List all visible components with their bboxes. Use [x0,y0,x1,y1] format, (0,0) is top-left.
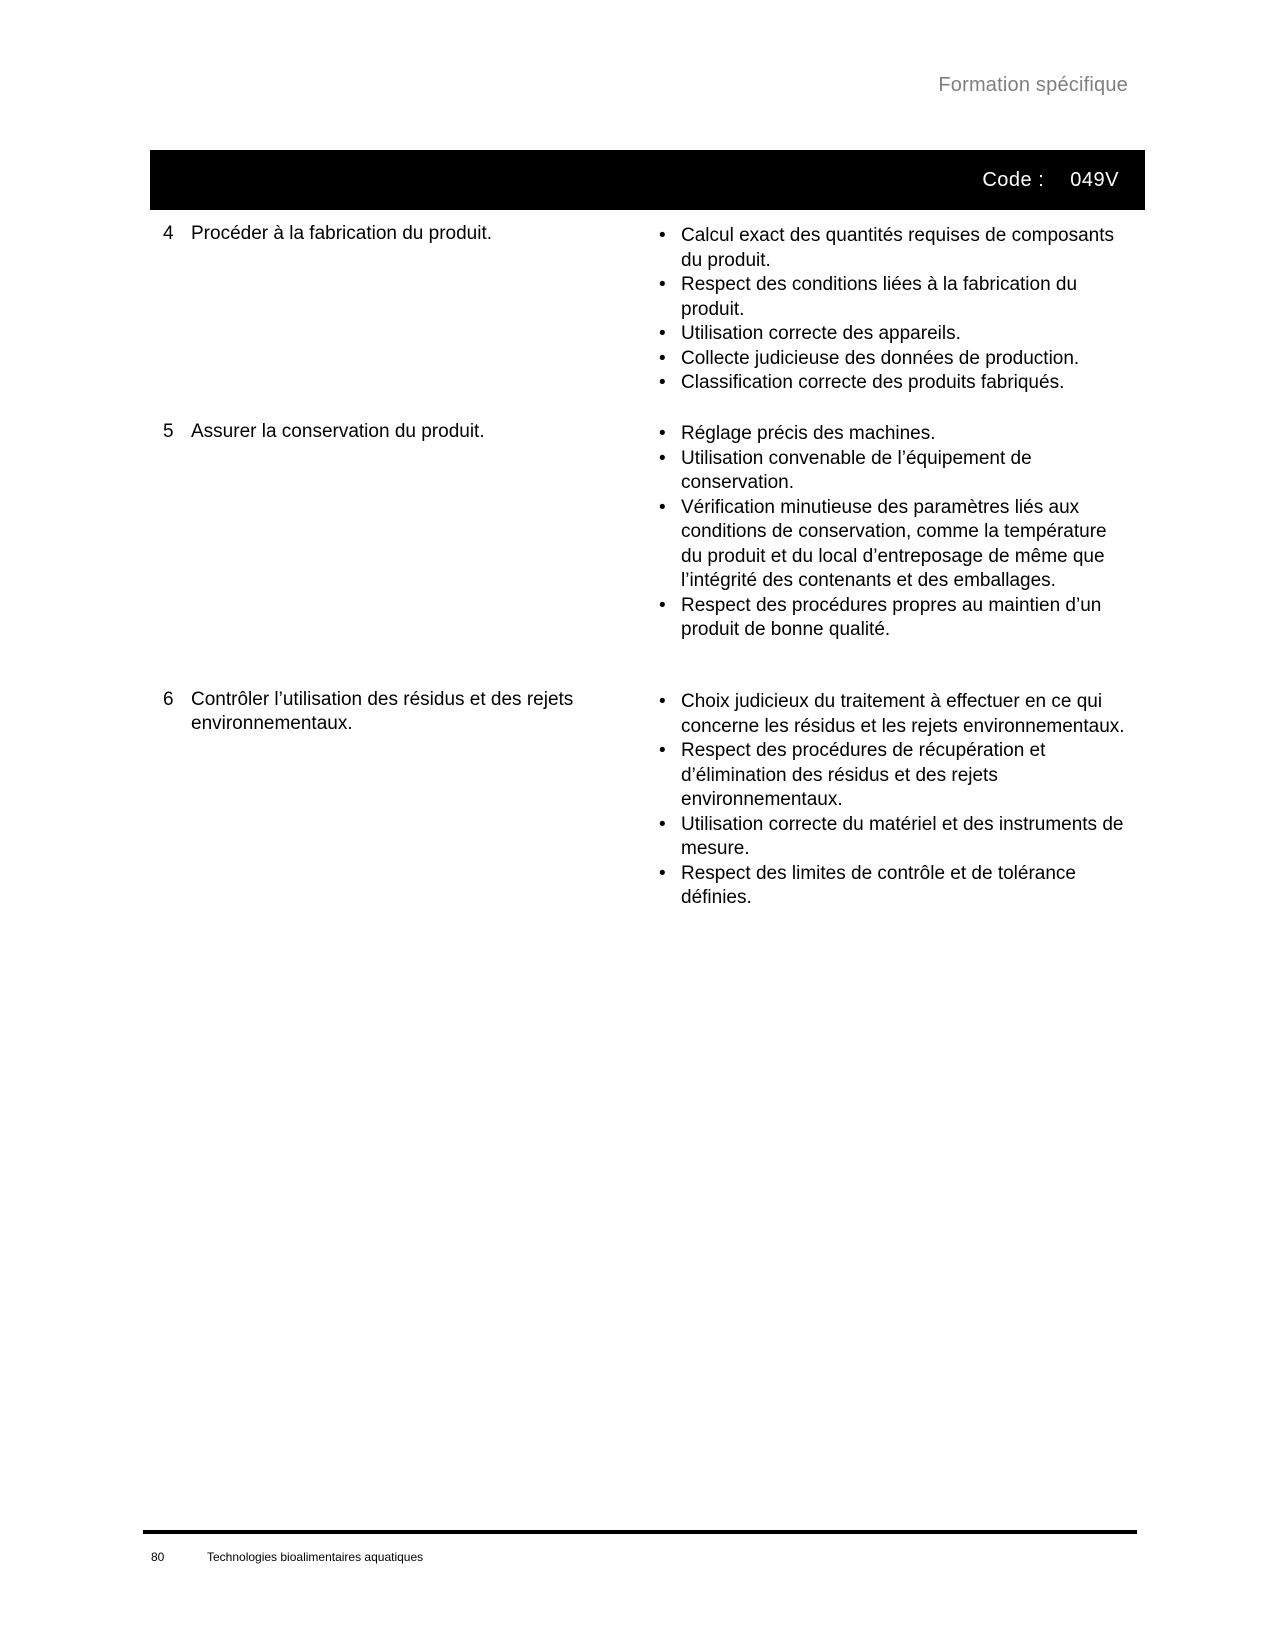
criteria-text: Respect des limites de contrôle et de tolérance définies. [681,862,1076,908]
criteria-list [657,422,1132,643]
bullet-icon: • [659,347,666,369]
bullet-icon: • [659,813,666,835]
criteria-item [657,739,1132,813]
criteria-item [657,594,1132,643]
criteria-text: Collecte judicieuse des données de production. [681,347,1080,369]
criteria-item [657,224,1132,273]
code-label: Code : [982,169,1045,191]
element-cell [163,688,613,736]
bullet-icon: • [659,423,666,444]
element-cell [163,420,613,444]
criteria-item [657,347,1132,372]
criteria-item [657,496,1132,594]
bullet-icon: • [659,225,666,246]
criteria-text: Utilisation correcte du matériel et des instruments de mesure. [681,813,1124,859]
criteria-list [657,690,1132,911]
element-label: Assurer la conservation du produit. [191,421,485,442]
criteria-text: Choix judicieux du traitement à effectuer en ce qui concerne les résidus et les rejets environnementaux. [681,691,1125,737]
bullet-icon: • [659,323,666,344]
code-bar [150,150,1145,210]
criteria-list [657,224,1132,396]
page-number: 80 [151,1550,165,1564]
criteria-item [657,813,1132,862]
bullet-icon: • [659,594,666,616]
criteria-item [657,371,1132,396]
criteria-item [657,422,1132,447]
element-label: Procéder à la fabrication du produit. [191,223,493,244]
code-text [982,169,1119,192]
criteria-text: Vérification minutieuse des paramètres liés aux conditions de conservation, comme la température du produit et du local d’entreposage de même que l’intégrité des contenants et des emballages. [681,496,1107,591]
criteria-text: Utilisation convenable de l’équipement de conservation. [681,447,1032,493]
footer-divider [143,1530,1137,1534]
criteria-text: Respect des procédures propres au maintien d’un produit de bonne qualité. [681,594,1102,640]
criteria-text: Calcul exact des quantités requises de composants du produit. [681,225,1115,271]
element-cell [163,222,613,246]
element-number: 4 [163,223,174,244]
criteria-text: Respect des procédures de récupération et d’élimination des résidus et des rejets environnementaux. [681,740,1046,810]
criteria-item [657,322,1132,347]
bullet-icon: • [659,740,666,761]
element-label: Contrôler l’utilisation des résidus et des rejets environnementaux. [191,689,574,734]
element-number: 6 [163,689,174,710]
bullet-icon: • [659,496,666,518]
criteria-item [657,862,1132,911]
criteria-text: Réglage précis des machines. [681,423,936,444]
bullet-icon: • [659,691,666,712]
document-title: Technologies bioalimentaires aquatiques [207,1550,424,1564]
bullet-icon: • [659,372,666,393]
bullet-icon: • [659,274,666,295]
bullet-icon: • [659,862,666,884]
code-value: 049V [1070,169,1119,191]
criteria-text: Respect des conditions liées à la fabrication du produit. [681,274,1078,320]
criteria-text: Utilisation correcte des appareils. [681,323,961,344]
criteria-item [657,447,1132,496]
criteria-text: Classification correcte des produits fabriqués. [681,372,1065,393]
criteria-item [657,273,1132,322]
element-number: 5 [163,421,174,442]
bullet-icon: • [659,447,666,469]
section-title: Formation spécifique [938,74,1128,96]
criteria-item [657,690,1132,739]
